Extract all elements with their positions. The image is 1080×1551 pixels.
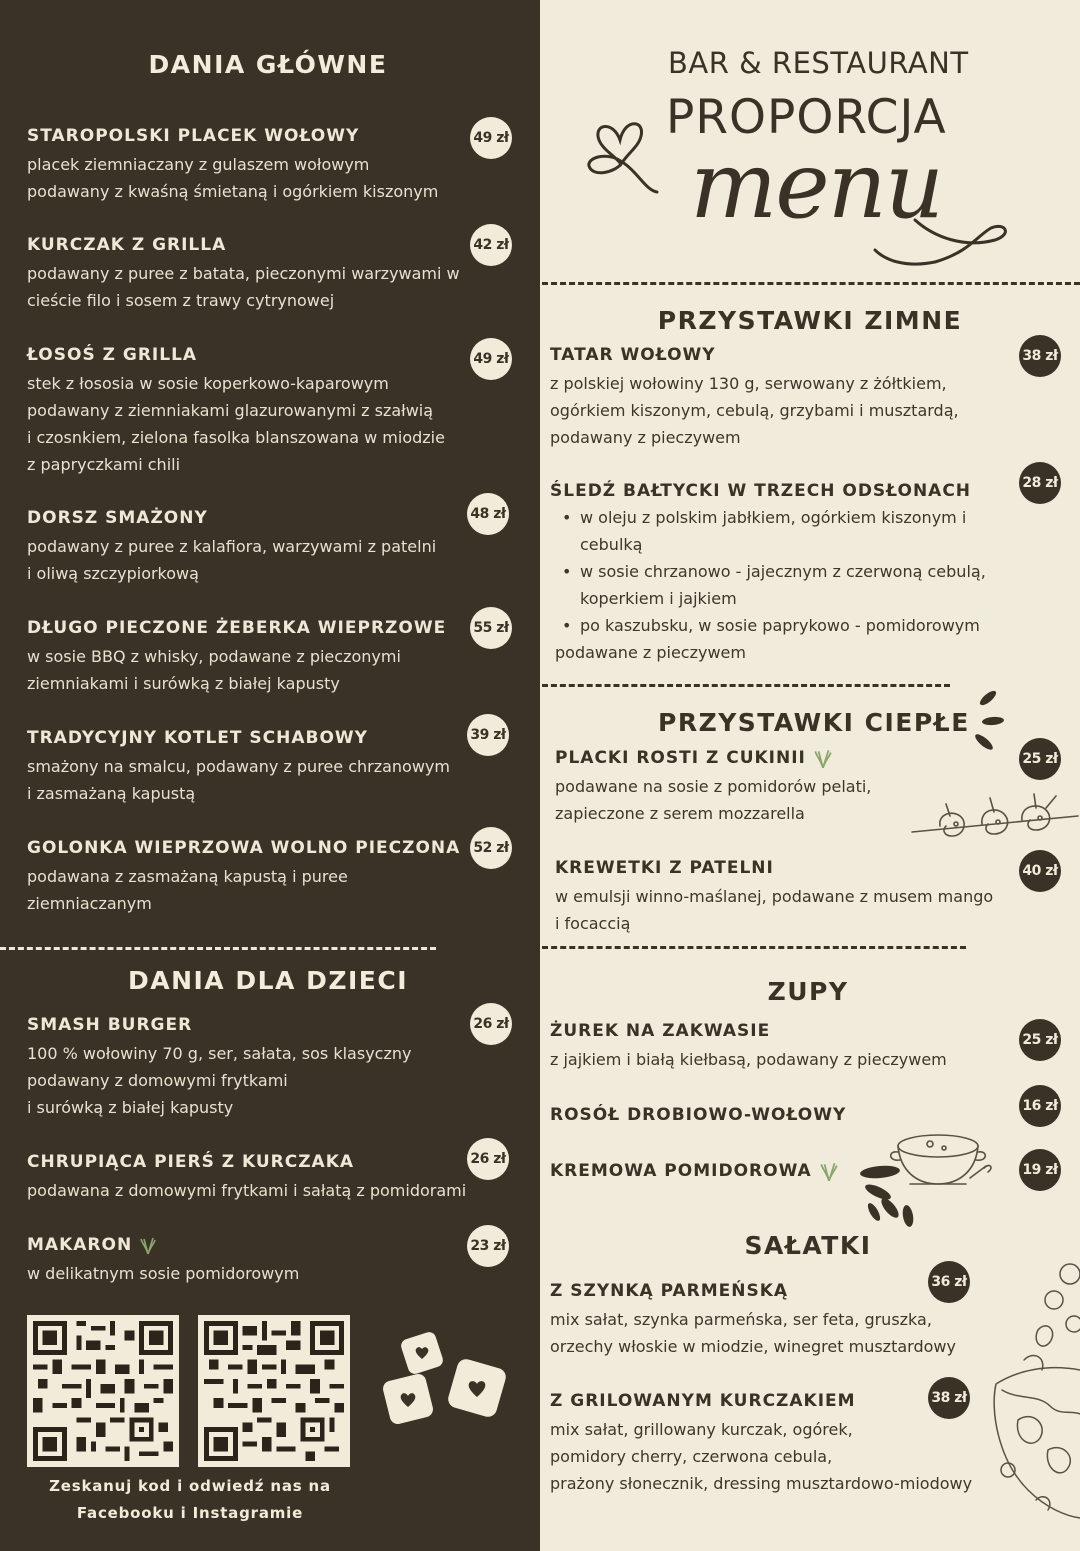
item-name: KURCZAK Z GRILLA — [27, 235, 227, 255]
item-desc: w sosie BBQ z whisky, podawane z pieczonymi ziemniakami i surówką z białej kapusty — [27, 647, 401, 693]
item-desc: podawane na sosie z pomidorów pelati, zapieczone z serem mozzarella — [555, 777, 872, 823]
menu-item — [27, 617, 467, 697]
item-name: ROSÓŁ DROBIOWO-WOŁOWY — [550, 1105, 847, 1125]
bullet-list — [550, 504, 1010, 639]
item-desc: 100 % wołowiny 70 g, ser, sałata, sos klasyczny podawany z domowymi frytkami i surówką z białej kapusty — [27, 1044, 412, 1117]
item-desc: placek ziemniaczany z gulaszem wołowym podawany z kwaśną śmietaną i ogórkiem kiszonym — [27, 155, 439, 201]
shrimp-skewer-icon — [910, 786, 1080, 856]
price-badge: 36 zł — [928, 1261, 970, 1303]
menu-item — [27, 344, 467, 478]
item-desc: podawana z zasmażaną kapustą i puree ziemniaczanym — [27, 867, 348, 913]
warm-starters-title: PRZYSTAWKI CIEPŁE — [658, 708, 970, 737]
menu-item — [550, 1104, 950, 1126]
brand-name: PROPORCJA — [666, 90, 947, 145]
soup-bowl-icon — [858, 1124, 998, 1244]
item-name: TATAR WOŁOWY — [550, 345, 716, 365]
section-divider — [542, 946, 966, 949]
menu-item — [550, 1390, 990, 1497]
price-badge: 16 zł — [1019, 1085, 1061, 1127]
social-hearts-icon — [380, 1325, 515, 1435]
price-badge: 49 zł — [470, 117, 512, 159]
item-name: MAKARON — [27, 1234, 467, 1256]
item-name: ŁOSOŚ Z GRILLA — [27, 345, 198, 365]
price-badge: 48 zł — [467, 493, 509, 535]
price-badge: 23 zł — [467, 1225, 509, 1267]
qr-code-icon — [33, 1321, 173, 1461]
menu-item — [550, 1160, 870, 1182]
item-name: TRADYCYJNY KOTLET SCHABOWY — [27, 728, 368, 748]
list-item: • po kaszubsku, w sosie paprykowo - pomidorowym — [550, 612, 1010, 639]
item-name: SMASH BURGER — [27, 1015, 193, 1035]
item-name: CHRUPIĄCA PIERŚ Z KURCZAKA — [27, 1152, 355, 1172]
price-badge: 25 zł — [1019, 1019, 1061, 1061]
price-badge: 52 zł — [470, 827, 512, 869]
instagram-qr-code[interactable] — [198, 1315, 350, 1467]
price-badge: 38 zł — [1019, 335, 1061, 377]
price-badge: 49 zł — [470, 338, 512, 380]
item-name: DŁUGO PIECZONE ŻEBERKA WIEPRZOWE — [27, 618, 447, 638]
menu-item — [27, 1014, 467, 1121]
item-desc: podawana z domowymi frytkami i sałatą z pomidorami — [27, 1181, 467, 1200]
price-badge: 39 zł — [467, 714, 509, 756]
item-name: Z GRILOWANYM KURCZAKIEM — [550, 1391, 856, 1411]
item-desc: smażony na smalcu, podawany z puree chrzanowym i zasmażaną kapustą — [27, 757, 450, 803]
item-desc: podawany z puree z kalafiora, warzywami z patelni i oliwą szczypiorkową — [27, 537, 437, 583]
menu-item — [550, 1280, 970, 1360]
item-name: PLACKI ROSTI Z CUKINII — [555, 747, 995, 769]
menu-item — [550, 1020, 1010, 1073]
salad-bowl-icon — [988, 1260, 1080, 1550]
brand-subtitle: BAR & RESTAURANT — [668, 46, 969, 80]
item-name: GOLONKA WIEPRZOWA WOLNO PIECZONA — [27, 838, 461, 858]
menu-item — [27, 1151, 497, 1204]
menu-item — [555, 857, 1005, 937]
item-name: Z SZYNKĄ PARMEŃSKĄ — [550, 1281, 789, 1301]
list-item: • w oleju z polskim jabłkiem, ogórkiem kiszonym i cebulką — [550, 504, 1010, 558]
facebook-qr-code[interactable] — [27, 1315, 179, 1467]
right-panel — [540, 0, 1080, 1551]
item-desc: mix sałat, grillowany kurczak, ogórek, pomidory cherry, czerwona cebula, prażony słonecznik, dressing musztardowo-miodowy — [550, 1420, 973, 1493]
social-caption: Zeskanuj kod i odwiedź nas na Facebooku i Instagramie — [49, 1477, 331, 1522]
item-desc: z jajkiem i białą kiełbasą, podawany z pieczywem — [550, 1050, 947, 1069]
menu-item — [27, 234, 467, 314]
price-badge: 55 zł — [470, 607, 512, 649]
item-name: KREWETKI Z PATELNI — [555, 858, 774, 878]
section-divider — [0, 947, 436, 950]
price-badge: 26 zł — [470, 1003, 512, 1045]
section-divider — [542, 684, 950, 687]
item-desc: podawany z puree z batata, pieczonymi warzywami w cieście filo i sosem z trawy cytrynowej — [27, 264, 460, 310]
item-desc: stek z łososia w sosie koperkowo-kaparowym podawany z ziemniakami glazurowanymi z szałwią i czosnkiem, zielona fasolka blanszowana w miodzie z papryczkami chili — [27, 374, 445, 474]
item-name: DORSZ SMAŻONY — [27, 508, 208, 528]
menu-item — [550, 480, 1010, 666]
item-name: ŚLEDŹ BAŁTYCKI W TRZECH ODSŁONACH — [550, 481, 972, 501]
price-badge: 19 zł — [1019, 1149, 1061, 1191]
menu-item — [27, 507, 467, 587]
salads-title: SAŁATKI — [744, 1231, 872, 1260]
menu-item — [27, 1234, 467, 1287]
vegetarian-leaf-icon — [140, 1235, 156, 1255]
list-item: • w sosie chrzanowo - jajecznym z czerwoną cebulą, koperkiem i jajkiem — [550, 558, 1010, 612]
item-desc: z polskiej wołowiny 130 g, serwowany z żółtkiem, ogórkiem kiszonym, cebulą, grzybami i musztardą, podawany z pieczywem — [550, 374, 959, 447]
menu-item — [27, 727, 467, 807]
item-desc: w emulsji winno-maślanej, podawane z musem mango i focaccią — [555, 887, 994, 933]
item-name: ŻUREK NA ZAKWASIE — [550, 1021, 771, 1041]
brand-script: menu — [690, 132, 943, 239]
price-badge: 38 zł — [928, 1377, 970, 1419]
vegetarian-leaf-icon — [820, 1160, 838, 1182]
kids-title: DANIA DLA DZIECI — [127, 966, 409, 995]
item-desc: w delikatnym sosie pomidorowym — [27, 1264, 300, 1283]
menu-item — [27, 837, 467, 917]
price-badge: 26 zł — [467, 1138, 509, 1180]
item-footer: podawane z pieczywem — [555, 643, 746, 662]
price-badge: 28 zł — [1019, 462, 1061, 504]
menu-item — [27, 125, 467, 205]
menu-item — [550, 344, 1000, 451]
price-badge: 42 zł — [470, 224, 512, 266]
item-name: STAROPOLSKI PLACEK WOŁOWY — [27, 126, 360, 146]
soups-title: ZUPY — [767, 977, 849, 1006]
item-desc: mix sałat, szynka parmeńska, ser feta, gruszka, orzechy włoskie w miodzie, winegret musztardowy — [550, 1310, 956, 1356]
vegetarian-leaf-icon — [814, 747, 832, 769]
section-divider — [542, 282, 1080, 285]
price-badge: 40 zł — [1019, 850, 1061, 892]
main-dishes-title: DANIA GŁÓWNE — [148, 50, 388, 79]
sparkle-icon — [968, 688, 1008, 754]
cold-starters-title: PRZYSTAWKI ZIMNE — [657, 306, 963, 335]
qr-code-icon — [204, 1321, 344, 1461]
item-name: KREMOWA POMIDOROWA — [550, 1160, 870, 1182]
price-badge: 25 zł — [1019, 738, 1061, 780]
